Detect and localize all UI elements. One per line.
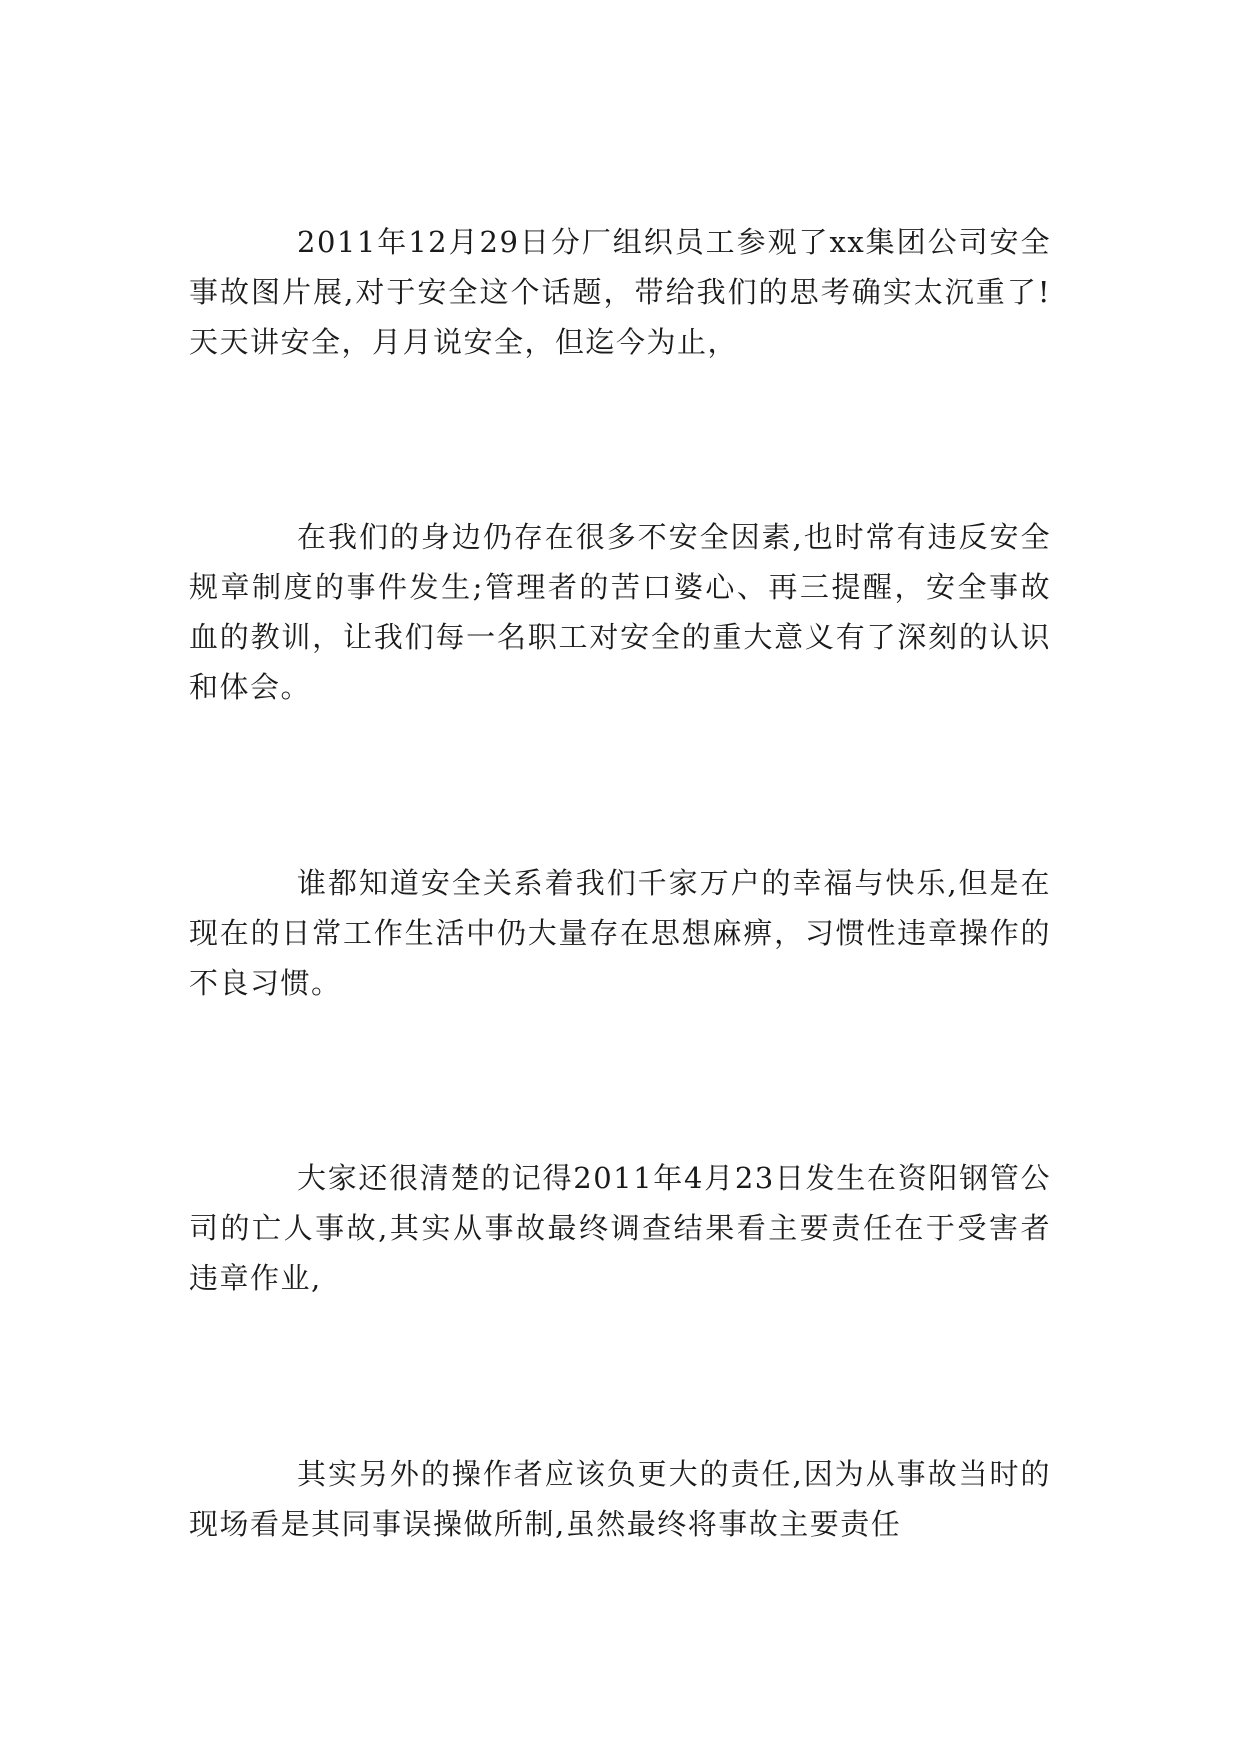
paragraph-2: 在我们的身边仍存在很多不安全因素,也时常有违反安全规章制度的事件发生;管理者的苦口婆心、再三提醒，安全事故血的教训，让我们每一名职工对安全的重大意义有了深刻的认识和体会。 xyxy=(189,520,1051,704)
paragraph-4: 大家还很清楚的记得2011年4月23日发生在资阳钢管公司的亡人事故,其实从事故最终调查结果看主要责任在于受害者违章作业, xyxy=(189,1161,1051,1295)
paragraph-1: 2011年12月29日分厂组织员工参观了xx集团公司安全事故图片展,对于安全这个话题，带给我们的思考确实太沉重了!天天讲安全，月月说安全，但迄今为止， xyxy=(189,225,1051,359)
paragraph-3: 谁都知道安全关系着我们千家万户的幸福与快乐,但是在现在的日常工作生活中仍大量存在思想麻痹，习惯性违章操作的不良习惯。 xyxy=(189,866,1051,1000)
paragraph-5: 其实另外的操作者应该负更大的责任,因为从事故当时的现场看是其同事误操做所制,虽然最终将事故主要责任 xyxy=(189,1457,1051,1541)
